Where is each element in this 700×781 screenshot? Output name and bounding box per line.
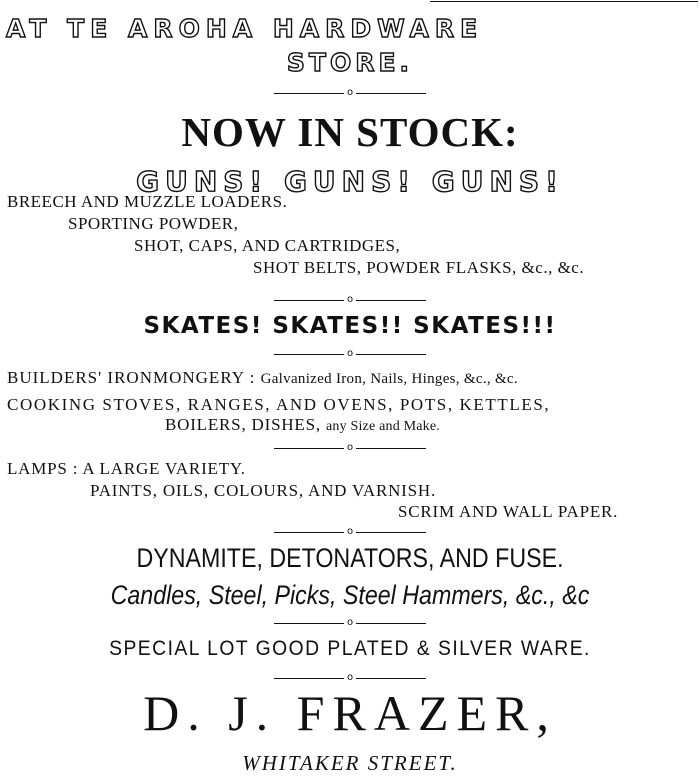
store-name-heading-cont: STORE. xyxy=(286,48,414,77)
address-line: WHITAKER STREET. xyxy=(242,751,458,775)
boilers-line xyxy=(165,416,440,434)
guns-line-breech: BREECH AND MUZZLE LOADERS. xyxy=(7,192,288,211)
lamps-line: LAMPS : A LARGE VARIETY. xyxy=(7,459,246,478)
scrim-line: SCRIM AND WALL PAPER. xyxy=(398,502,619,521)
dynamite-heading: DYNAMITE, DETONATORS, AND FUSE. xyxy=(136,543,564,573)
ironmongery-line xyxy=(7,369,518,387)
separator: o xyxy=(0,673,700,684)
now-in-stock-heading: NOW IN STOCK: xyxy=(181,109,519,155)
boilers-label: BOILERS, DISHES, xyxy=(165,415,321,434)
store-name-heading: AT TE AROHA HARDWARE xyxy=(6,14,484,43)
separator: o xyxy=(0,527,700,538)
guns-heading: GUNS! GUNS! GUNS! xyxy=(136,165,564,198)
boilers-size: any Size and Make. xyxy=(325,419,440,434)
skates-heading: SKATES! SKATES!! SKATES!!! xyxy=(143,313,557,339)
separator: o xyxy=(0,88,700,99)
guns-line-powder: SPORTING POWDER, xyxy=(68,214,239,233)
separator: o xyxy=(0,349,700,360)
silver-ware-line: SPECIAL LOT GOOD PLATED & SILVER WARE. xyxy=(109,637,591,660)
ironmongery-items: Galvanized Iron, Nails, Hinges, &c., &c. xyxy=(260,371,518,387)
paints-line: PAINTS, OILS, COLOURS, AND VARNISH. xyxy=(90,481,437,500)
guns-line-belts: SHOT BELTS, POWDER FLASKS, &c., &c. xyxy=(253,258,585,277)
top-border-rule xyxy=(430,1,698,2)
ironmongery-label: BUILDERS' IRONMONGERY : xyxy=(7,368,256,387)
separator: o xyxy=(0,618,700,629)
stoves-line: COOKING STOVES, RANGES, AND OVENS, POTS, KETTLES, xyxy=(7,395,551,414)
separator: o xyxy=(0,443,700,454)
guns-line-shot: SHOT, CAPS, AND CARTRIDGES, xyxy=(134,236,401,255)
separator: o xyxy=(0,295,700,306)
candles-line: Candles, Steel, Picks, Steel Hammers, &c., &c xyxy=(110,580,590,610)
proprietor-name: D. J. FRAZER, xyxy=(143,685,557,741)
